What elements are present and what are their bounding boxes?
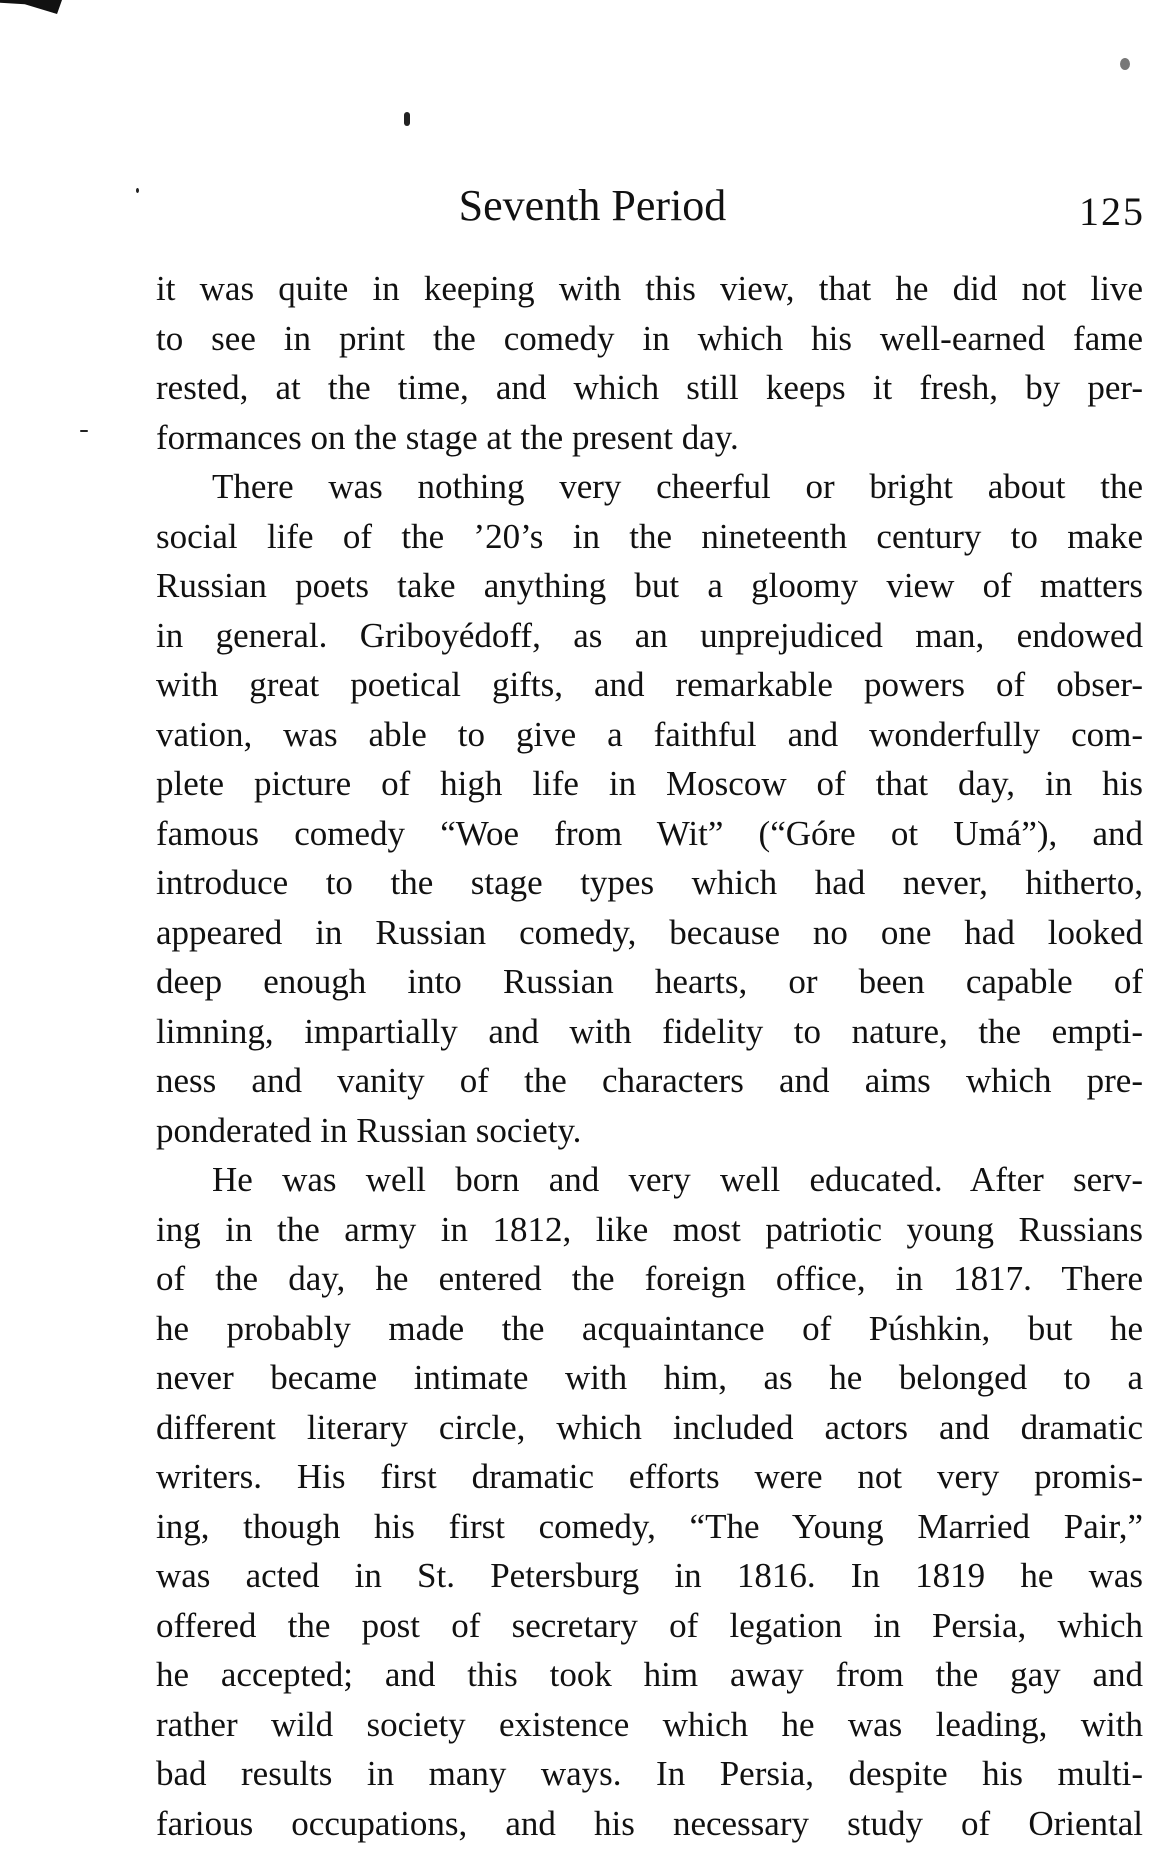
text-line: it was quite in keeping with this view, that he did not live bbox=[156, 269, 1143, 308]
text-line: vation, was able to give a faithful and wonderfully com- bbox=[156, 714, 1143, 754]
text-line: limning, impartially and with fidelity to nature, the empti- bbox=[156, 1011, 1143, 1051]
running-head bbox=[0, 176, 1167, 236]
text-line: deep enough into Russian hearts, or been capable of bbox=[156, 962, 1143, 1001]
text-line: to see in print the comedy in which his well-earned fame bbox=[156, 318, 1143, 358]
text-line: farious occupations, and his necessary study of Oriental bbox=[156, 1803, 1143, 1843]
text-line: appeared in Russian comedy, because no one had looked bbox=[156, 912, 1143, 952]
scan-speck bbox=[404, 112, 410, 126]
paragraph bbox=[156, 462, 1143, 1155]
scan-corner-mark bbox=[0, 0, 62, 14]
text-line: There was nothing very cheerful or bright about the bbox=[212, 467, 1143, 506]
text-line: he accepted; and this took him away from the gay and bbox=[156, 1655, 1143, 1694]
text-line: social life of the ’20’s in the nineteenth century to make bbox=[156, 516, 1143, 556]
scan-speck bbox=[1120, 58, 1130, 70]
text-line: famous comedy “Woe from Wit” (“Góre ot Umá”), and bbox=[156, 813, 1143, 853]
text-line: he probably made the acquaintance of Púshkin, but he bbox=[156, 1308, 1143, 1348]
text-line: ing, though his first comedy, “The Young Married Pair,” bbox=[156, 1506, 1143, 1546]
text-line: never became intimate with him, as he belonged to a bbox=[156, 1358, 1143, 1397]
text-line: rested, at the time, and which still keeps it fresh, by per- bbox=[156, 368, 1143, 407]
paragraph bbox=[156, 264, 1143, 462]
text-line: in general. Griboyédoff, as an unprejudiced man, endowed bbox=[156, 615, 1143, 655]
text-line: Russian poets take anything but a gloomy view of matters bbox=[156, 566, 1143, 605]
text-line: was acted in St. Petersburg in 1816. In 1819 he was bbox=[156, 1556, 1143, 1595]
text-line: He was well born and very well educated. After serv- bbox=[212, 1160, 1143, 1199]
paragraph bbox=[156, 1155, 1143, 1848]
text-line: ponderated in Russian society. bbox=[156, 1110, 582, 1150]
text-line: writers. His first dramatic efforts were not very promis- bbox=[156, 1457, 1143, 1496]
running-title: Seventh Period bbox=[458, 181, 727, 230]
page-number: 125 bbox=[1079, 189, 1145, 234]
text-line: formances on the stage at the present day. bbox=[156, 417, 739, 457]
text-line: rather wild society existence which he was leading, with bbox=[156, 1704, 1143, 1744]
text-line: with great poetical gifts, and remarkable powers of obser- bbox=[156, 665, 1143, 704]
text-line: ness and vanity of the characters and aims which pre- bbox=[156, 1061, 1143, 1100]
text-line: offered the post of secretary of legation in Persia, which bbox=[156, 1605, 1143, 1645]
body-text bbox=[156, 264, 1143, 1848]
text-line: bad results in many ways. In Persia, despite his multi- bbox=[156, 1754, 1143, 1793]
text-line: of the day, he entered the foreign office, in 1817. There bbox=[156, 1259, 1143, 1298]
text-line: plete picture of high life in Moscow of that day, in his bbox=[156, 764, 1143, 803]
text-line: different literary circle, which included actors and dramatic bbox=[156, 1407, 1143, 1447]
text-line: introduce to the stage types which had never, hitherto, bbox=[156, 863, 1143, 902]
text-line: ing in the army in 1812, like most patriotic young Russians bbox=[156, 1209, 1143, 1249]
scan-speck bbox=[80, 430, 88, 432]
